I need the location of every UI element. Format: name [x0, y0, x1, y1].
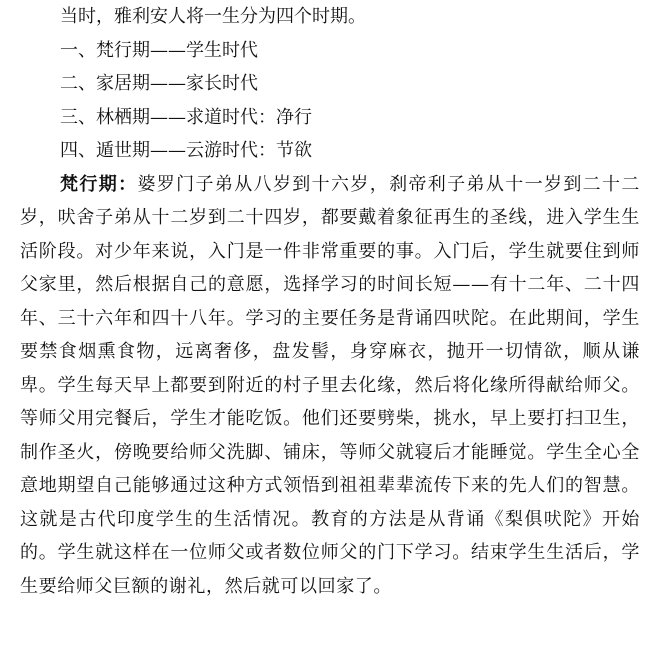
stage-item-4: 四、遁世期——云游时代：节欲: [60, 140, 312, 161]
intro-line: 当时，雅利安人将一生分为四个时期。: [60, 6, 366, 27]
paragraph-heading: 梵行期：: [60, 173, 138, 195]
body-paragraph: [20, 168, 640, 604]
document-page: [20, 0, 640, 603]
stage-item-2: 二、家居期——家长时代: [60, 73, 258, 94]
stage-item-3: 三、林栖期——求道时代：净行: [60, 106, 312, 128]
stage-item-1: 一、梵行期——学生时代: [60, 39, 258, 61]
paragraph-body: 婆罗门子弟从八岁到十六岁，刹帝利子弟从十一岁到二十二岁，吠舍子弟从十二岁到二十四岁，都要戴着象征再生的圣线，进入学生生活阶段。对少年来说，入门是一件非常重要的事。入门后，学生就要住到师父家里，然后根据自己的意愿，选择学习的时间长短——有十二年、二十四年、三十六年和四十八年。学习的主要任务是背诵四吠陀。在此期间，学生要禁食烟熏食物，远离奢侈，盘发髻，身穿麻衣，抛开一切情欲，顺从谦卑。学生每天早上都要到附近的村子里去化缘，然后将化缘所得献给师父。等师父用完餐后，学生才能吃饭。他们还要劈柴，挑水，早上要打扫卫生，制作圣火，傍晚要给师父洗脚、铺床，等师父就寝后才能睡觉。学生全心全意地期望自己能够通过这种方式领悟到祖祖辈辈流传下来的先人们的智慧。这就是古代印度学生的生活情况。教育的方法是从背诵《梨俱吠陀》开始的。学生就这样在一位师父或者数位师父的门下学习。结束学生生活后，学生要给师父巨额的谢礼，然后就可以回家了。: [20, 173, 640, 597]
